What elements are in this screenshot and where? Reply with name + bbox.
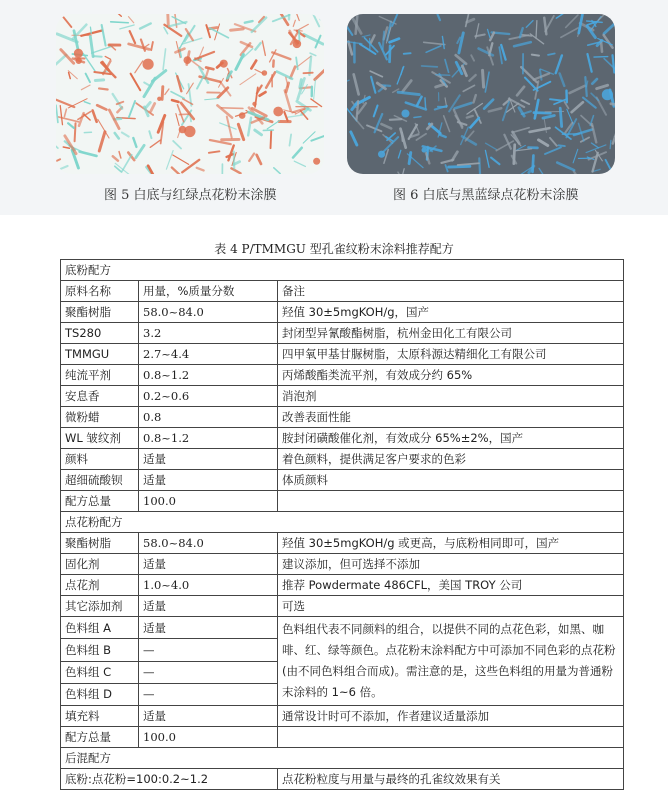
figure-5-caption: 图 5 白底与红绿点花粉末涂膜 bbox=[104, 188, 277, 203]
table-row bbox=[61, 706, 624, 727]
row-note: 胺封闭磺酸催化剂，有效成分 65%±2%，国产 bbox=[278, 428, 624, 449]
row-name: WL 皱纹剂 bbox=[61, 428, 139, 449]
table-row bbox=[61, 596, 624, 617]
row-note bbox=[278, 727, 624, 748]
table-row bbox=[61, 302, 624, 323]
row-name: 聚酯树脂 bbox=[61, 533, 139, 554]
color-group-amount: — bbox=[139, 661, 278, 683]
table-row bbox=[61, 769, 624, 790]
color-group-name: 色料组 B bbox=[61, 639, 139, 661]
section-row bbox=[61, 748, 624, 769]
color-group-amount: — bbox=[139, 639, 278, 661]
row-name: TMMGU bbox=[61, 344, 139, 365]
section-label-speckle: 点花粉配方 bbox=[61, 512, 624, 533]
row-amount: 适量 bbox=[139, 449, 278, 470]
table-row bbox=[61, 365, 624, 386]
table-row bbox=[61, 407, 624, 428]
formula-table bbox=[60, 259, 624, 790]
row-amount: 0.8 bbox=[139, 407, 278, 428]
row-name: 聚酯树脂 bbox=[61, 302, 139, 323]
row-name: 配方总量 bbox=[61, 727, 139, 748]
row-note: 体质颜料 bbox=[278, 470, 624, 491]
table-row bbox=[61, 470, 624, 491]
section-label-base: 底粉配方 bbox=[61, 260, 624, 281]
color-group-name: 色料组 D bbox=[61, 683, 139, 705]
row-note: 羟值 30±5mgKOH/g，国产 bbox=[278, 302, 624, 323]
row-amount: 58.0~84.0 bbox=[139, 533, 278, 554]
color-group-note: 色料组代表不同颜料的组合，以提供不同的点花色彩，如黑、咖啡、红、绿等颜色。点花粉末涂料配方中可添加不同色彩的点花粉(由不同色料组合而成)。需注意的是，这些色料组的用量为普通粉末涂料的 1~6 倍。 bbox=[278, 617, 624, 706]
row-note: 羟值 30±5mgKOH/g 或更高，与底粉相同即可，国产 bbox=[278, 533, 624, 554]
row-note: 四甲氧甲基甘脲树脂，太原科源达精细化工有限公司 bbox=[278, 344, 624, 365]
mix-note: 点花粉粒度与用量与最终的孔雀纹效果有关 bbox=[278, 769, 624, 790]
row-amount: 2.7~4.4 bbox=[139, 344, 278, 365]
row-note: 消泡剂 bbox=[278, 386, 624, 407]
row-name: TS280 bbox=[61, 323, 139, 344]
figure-5-image bbox=[56, 14, 324, 174]
row-amount: 1.0~4.0 bbox=[139, 575, 278, 596]
row-amount: 0.2~0.6 bbox=[139, 386, 278, 407]
table-row bbox=[61, 449, 624, 470]
row-amount: 0.8~1.2 bbox=[139, 428, 278, 449]
figure-area bbox=[0, 0, 668, 215]
mix-ratio: 底粉:点花粉=100:0.2~1.2 bbox=[61, 769, 278, 790]
row-name: 颜料 bbox=[61, 449, 139, 470]
table-header-row bbox=[61, 281, 624, 302]
header-name: 原料名称 bbox=[61, 281, 139, 302]
table-row bbox=[61, 428, 624, 449]
color-group-name: 色料组 C bbox=[61, 661, 139, 683]
row-note: 建议添加，但可选择不添加 bbox=[278, 554, 624, 575]
row-name: 纯流平剂 bbox=[61, 365, 139, 386]
section-row bbox=[61, 260, 624, 281]
color-group-name: 色料组 A bbox=[61, 617, 139, 639]
row-note bbox=[278, 491, 624, 512]
row-note: 可选 bbox=[278, 596, 624, 617]
row-name: 点花剂 bbox=[61, 575, 139, 596]
section-label-mix: 后混配方 bbox=[61, 748, 624, 769]
row-name: 固化剂 bbox=[61, 554, 139, 575]
row-note: 推荐 Powdermate 486CFL，美国 TROY 公司 bbox=[278, 575, 624, 596]
table-row bbox=[61, 533, 624, 554]
row-note: 通常设计时可不添加，作者建议适量添加 bbox=[278, 706, 624, 727]
table-title: 表 4 P/TMMGU 型孔雀纹粉末涂料推荐配方 bbox=[214, 242, 454, 256]
row-note: 封闭型异氰酸酯树脂，杭州金田化工有限公司 bbox=[278, 323, 624, 344]
table-row bbox=[61, 386, 624, 407]
row-amount: 适量 bbox=[139, 706, 278, 727]
row-name: 其它添加剂 bbox=[61, 596, 139, 617]
color-group-amount: 适量 bbox=[139, 617, 278, 639]
figure-6-caption: 图 6 白底与黑蓝绿点花粉末涂膜 bbox=[393, 188, 579, 203]
row-amount: 3.2 bbox=[139, 323, 278, 344]
header-note: 备注 bbox=[278, 281, 624, 302]
row-amount: 100.0 bbox=[139, 491, 278, 512]
header-amount: 用量，%质量分数 bbox=[139, 281, 278, 302]
table-row bbox=[61, 617, 624, 639]
row-name: 填充料 bbox=[61, 706, 139, 727]
color-group-amount: — bbox=[139, 683, 278, 705]
row-name: 配方总量 bbox=[61, 491, 139, 512]
row-amount: 适量 bbox=[139, 554, 278, 575]
table-row bbox=[61, 344, 624, 365]
row-amount: 适量 bbox=[139, 596, 278, 617]
row-amount: 适量 bbox=[139, 470, 278, 491]
table-row bbox=[61, 727, 624, 748]
row-name: 超细硫酸钡 bbox=[61, 470, 139, 491]
red-green-speckle-image bbox=[56, 14, 324, 174]
table-row bbox=[61, 554, 624, 575]
section-row bbox=[61, 512, 624, 533]
table-row bbox=[61, 323, 624, 344]
row-name: 微粉蜡 bbox=[61, 407, 139, 428]
row-note: 改善表面性能 bbox=[278, 407, 624, 428]
table-row bbox=[61, 575, 624, 596]
row-note: 着色颜料，提供满足客户要求的色彩 bbox=[278, 449, 624, 470]
row-amount: 58.0~84.0 bbox=[139, 302, 278, 323]
row-name: 安息香 bbox=[61, 386, 139, 407]
figure-6-image bbox=[347, 14, 615, 174]
table-row bbox=[61, 491, 624, 512]
row-note: 丙烯酸酯类流平剂，有效成分约 65% bbox=[278, 365, 624, 386]
black-blue-speckle-image bbox=[347, 14, 615, 174]
row-amount: 100.0 bbox=[139, 727, 278, 748]
row-amount: 0.8~1.2 bbox=[139, 365, 278, 386]
